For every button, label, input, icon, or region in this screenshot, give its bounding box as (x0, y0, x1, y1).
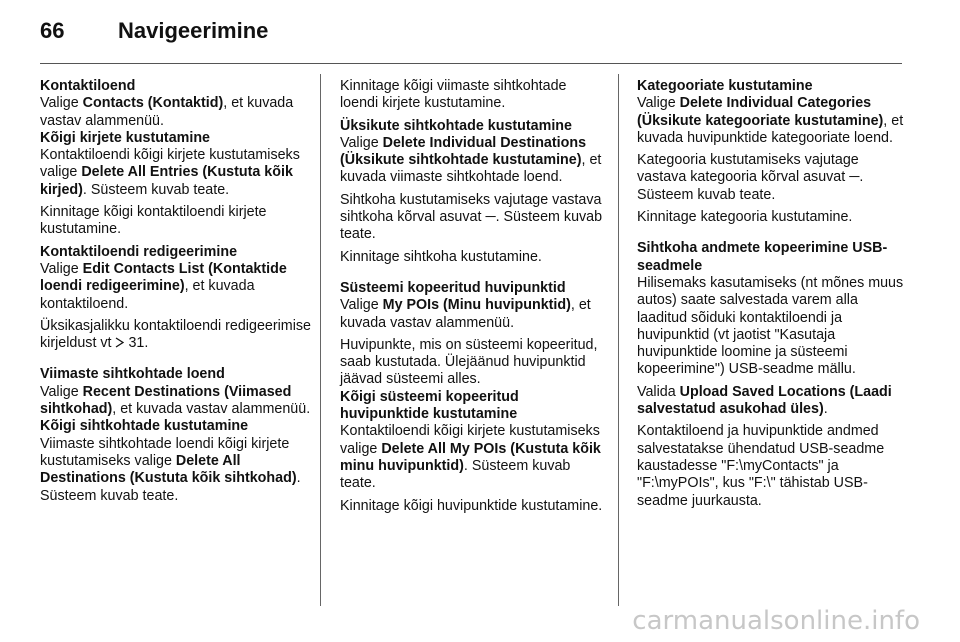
column-1 (40, 78, 312, 505)
section-heading: Süsteemi kopeeritud huvipunktid (340, 279, 566, 296)
paragraph: Üksikasjalikku kontaktiloendi redigeerimise kirjeldust vt 31. (40, 317, 311, 352)
paragraph: Kinnitage kõigi kontaktiloendi kirjete kustutamine. (40, 204, 267, 238)
menu-option: Delete All Entries (Kustuta kõik kirjed) (40, 164, 293, 198)
paragraph: Kinnitage kõigi viimaste sihtkohtade loendi kirjete kustutamine. (340, 78, 567, 112)
paragraph: Valige My POIs (Minu huvipunktid), et kuvada vastav alammenüü. (340, 297, 591, 331)
page-header (40, 18, 900, 48)
column-3 (637, 78, 905, 510)
paragraph: Kontaktiloend ja huvipunktide andmed salvestatakse ühendatud USB-seadme kaustadesse "F:\myContacts" ja "F:\myPOIs", kus "F:\" tähistab USB-seadme juurkausta. (637, 423, 885, 509)
section-heading: Kõigi kirjete kustutamine (40, 129, 211, 146)
paragraph: Kinnitage sihtkoha kustutamine. (340, 248, 542, 265)
minus-icon: ─ (485, 209, 496, 226)
section-heading: Kontaktiloendi redigeerimine (40, 243, 238, 260)
menu-option: Edit Contacts List (Kontaktide loendi redigeerimine) (40, 260, 287, 295)
menu-option: My POIs (Minu huvipunktid) (382, 297, 571, 314)
section-heading: Sihtkoha andmete kopeerimine USB-seadmele (637, 240, 888, 274)
paragraph: Viimaste sihtkohtade loendi kõigi kirjete kustutamiseks valige Delete All Destinations (Kustuta kõik sihtkohad). Süsteem kuvab teate. (40, 435, 301, 504)
page-number: 66 (40, 18, 65, 43)
menu-option: Delete All Destinations (Kustuta kõik sihtkohad) (40, 452, 297, 487)
section-heading: Kategooriate kustutamine (637, 78, 813, 94)
section-heading: Viimaste sihtkohtade loend (40, 366, 225, 383)
paragraph: Valige Delete Individual Categories (Üksikute kategooriate kustutamine), et kuvada huvipunktide kategooriate loend. (637, 95, 904, 146)
paragraph: Kategooria kustutamiseks vajutage vastava kategooria kõrval asuvat ─. Süsteem kuvab teate. (637, 152, 864, 203)
menu-option: Delete All My POIs (Kustuta kõik minu huvipunktid) (340, 440, 601, 474)
menu-option: Upload Saved Locations (Laadi salvestatud asukohad üles) (637, 383, 892, 418)
paragraph: Valige Recent Destinations (Viimased sihtkohad), et kuvada vastav alammenüü. (40, 383, 311, 418)
paragraph: Valige Edit Contacts List (Kontaktide loendi redigeerimine), et kuvada kontaktiloend. (40, 260, 287, 312)
column-2 (340, 78, 608, 515)
menu-option: Contacts (Kontaktid) (82, 95, 224, 112)
minus-icon: ─ (849, 169, 860, 186)
watermark: carmanualsonline.info (632, 606, 920, 636)
paragraph: Sihtkoha kustutamiseks vajutage vastava sihtkoha kõrval asuvat ─. Süsteem kuvab teate. (340, 191, 603, 243)
paragraph: Huvipunkte, mis on süsteemi kopeeritud, saab kustutada. Ülejäänud huvipunktid jäävad süsteemi alles. (340, 336, 598, 388)
column-divider-1 (320, 74, 321, 606)
menu-option: Delete Individual Destinations (Üksikute sihtkohtade kustutamine) (340, 134, 587, 169)
menu-option: Delete Individual Categories (Üksikute kategooriate kustutamine) (637, 95, 884, 129)
section-heading: Üksikute sihtkohtade kustutamine (340, 117, 572, 134)
paragraph: Kinnitage kategooria kustutamine. (637, 209, 853, 226)
menu-option: Recent Destinations (Viimased sihtkohad) (40, 383, 292, 418)
section-heading: Kontaktiloend (40, 78, 136, 94)
section-heading: Kõigi sihtkohtade kustutamine (40, 418, 249, 435)
paragraph: Hilisemaks kasutamiseks (nt mõnes muus autos) saate salvestada varem alla laaditud sõiduki kontaktiloendi ja huvipunktid (vt jaotist "Kasutaja huvipunktide loomine ja süsteemi kopeerimine") USB-seadme mällu. (637, 274, 904, 378)
page-title: Navigeerimine (118, 18, 269, 43)
paragraph: Kinnitage kõigi huvipunktide kustutamine. (340, 497, 603, 514)
header-divider (40, 63, 902, 64)
section-heading: Kõigi süsteemi kopeeritud huvipunktide kustutamine (340, 388, 519, 423)
paragraph: Valige Contacts (Kontaktid), et kuvada vastav alammenüü. (40, 95, 294, 129)
paragraph: Valida Upload Saved Locations (Laadi salvestatud asukohad üles). (637, 383, 892, 418)
column-divider-2 (618, 74, 619, 606)
paragraph: Valige Delete Individual Destinations (Üksikute sihtkohtade kustutamine), et kuvada viimaste sihtkohtade loend. (340, 134, 602, 186)
paragraph: Kontaktiloendi kõigi kirjete kustutamiseks valige Delete All Entries (Kustuta kõik kirjed). Süsteem kuvab teate. (40, 147, 300, 198)
paragraph: Kontaktiloendi kõigi kirjete kustutamiseks valige Delete All My POIs (Kustuta kõik minu huvipunktid). Süsteem kuvab teate. (340, 423, 601, 492)
